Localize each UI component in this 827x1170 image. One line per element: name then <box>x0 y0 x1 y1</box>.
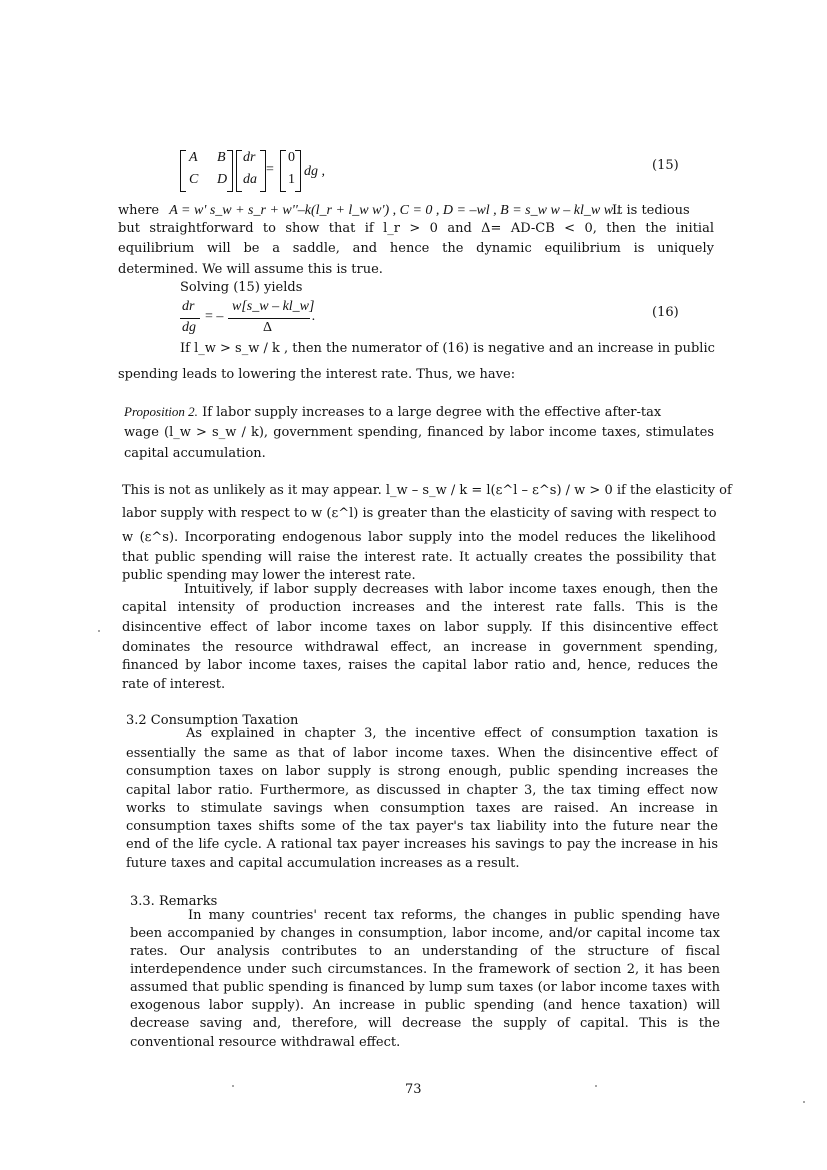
p3-line-2: labor supply with respect to w (ε^l) is greater than the elasticity of saving with respect to <box>122 506 717 521</box>
where-expression: A = w' s_w + s_r + w''–k(l_r + l_w w') , C = 0 , D = –wl , B = s_w w – kl_w w . <box>169 203 621 218</box>
sec32-line-3: consumption taxes on labor supply is strong enough, public spending increases the <box>126 764 718 779</box>
matrix-c: C <box>189 172 199 187</box>
eq16-rhs-den: Δ <box>263 320 273 335</box>
eq16-lhs-den: dg <box>182 320 196 335</box>
p3-line-3: w (ε^s). Incorporating endogenous labor supply into the model reduces the likelihood <box>122 530 716 545</box>
sec32-line-5: works to stimulate savings when consumption taxes are raised. An increase in <box>126 801 718 816</box>
equation-number-15: (15) <box>652 158 679 173</box>
matrix-b: B <box>217 150 226 165</box>
p3-line-4: that public spending will raise the interest rate. It actually creates the possibility that <box>122 550 716 565</box>
rhs-one: 1 <box>288 172 295 187</box>
eq16-lhs-num: dr <box>182 299 195 314</box>
sec33-line-8: conventional resource withdrawal effect. <box>130 1035 401 1050</box>
where-trail: It is tedious <box>612 203 690 218</box>
proposition-text-1: If labor supply increases to a large degree with the effective after-tax <box>202 405 662 420</box>
matrix-left-bracket <box>180 150 186 192</box>
rhs-zero: 0 <box>288 150 295 165</box>
sec32-line-1: As explained in chapter 3, the incentive effect of consumption taxation is <box>186 726 718 741</box>
p3-line-1: This is not as unlikely as it may appear. l_w – s_w / k = l(ε^l – ε^s) / w > 0 if the elasticity of <box>122 483 732 498</box>
p1-line-3: determined. We will assume this is true. <box>118 262 383 277</box>
eq16-rhs-bar <box>228 318 310 319</box>
p4-line-6: rate of interest. <box>122 677 226 692</box>
proposition-2-line-3: capital accumulation. <box>124 446 266 461</box>
eq16-lhs-bar <box>180 318 200 319</box>
where-line <box>118 203 620 219</box>
matrix-a: A <box>189 150 198 165</box>
sec33-line-2: been accompanied by changes in consumption, labor income, and/or capital income tax <box>130 926 720 941</box>
eq16-period: . <box>312 309 316 324</box>
p4-line-4: dominates the resource withdrawal effect, an increase in government spending, <box>122 640 718 655</box>
p4-line-1: Intuitively, if labor supply decreases with labor income taxes enough, then the <box>184 582 718 597</box>
eq16-rhs-num: w[s_w – kl_w] <box>232 299 315 314</box>
p3-line-5: public spending may lower the interest rate. <box>122 568 416 583</box>
sec32-line-6: consumption taxes shifts some of the tax payer's tax liability into the future near the <box>126 819 718 834</box>
vector-left-bracket <box>236 150 242 192</box>
p4-line-5: financed by labor income taxes, raises the capital labor ratio and, hence, reduces the <box>122 658 718 673</box>
scan-speck <box>803 1101 805 1103</box>
matrix-right-bracket <box>227 150 233 192</box>
p2-line-1: If l_w > s_w / k , then the numerator of (16) is negative and an increase in public <box>180 341 715 356</box>
sec33-line-5: assumed that public spending is financed by lump sum taxes (or labor income taxes with <box>130 980 720 995</box>
sec32-line-2: essentially the same as that of labor income taxes. When the disincentive effect of <box>126 746 718 761</box>
dg-term: dg , <box>304 164 325 179</box>
proposition-label: Proposition 2. <box>124 404 198 419</box>
proposition-2-line-2: wage (l_w > s_w / k), government spending, financed by labor income taxes, stimulates <box>124 425 714 440</box>
proposition-2-line-1 <box>124 404 714 421</box>
section-3-2-heading: 3.2 Consumption Taxation <box>126 713 299 728</box>
sec32-line-7: end of the life cycle. A rational tax payer increases his savings to pay the increase in his <box>126 837 718 852</box>
sec33-line-1: In many countries' recent tax reforms, the changes in public spending have <box>188 908 720 923</box>
scan-speck <box>595 1085 597 1087</box>
matrix-d: D <box>217 172 228 187</box>
section-3-3-heading: 3.3. Remarks <box>130 894 218 909</box>
rhs-left-bracket <box>280 150 286 192</box>
equals-sign: = <box>266 162 274 177</box>
rhs-right-bracket <box>295 150 301 192</box>
p1-line-1: but straightforward to show that if l_r > 0 and Δ= AD-CB < 0, then the initial <box>118 221 714 236</box>
sec33-line-7: decrease saving and, therefore, will decrease the supply of capital. This is the <box>130 1016 720 1031</box>
p4-line-3: disincentive effect of labor income taxes on labor supply. If this disincentive effect <box>122 620 718 635</box>
vector-da: da <box>243 172 257 187</box>
p1-line-2: equilibrium will be a saddle, and hence the dynamic equilibrium is uniquely <box>118 241 714 256</box>
p4-line-2: capital intensity of production increases and the interest rate falls. This is the <box>122 600 718 615</box>
p2-line-2: spending leads to lowering the interest rate. Thus, we have: <box>118 367 516 382</box>
equation-number-16: (16) <box>652 305 679 320</box>
solving-line: Solving (15) yields <box>180 280 303 295</box>
scan-speck <box>98 630 100 632</box>
sec32-line-8: future taxes and capital accumulation increases as a result. <box>126 856 520 871</box>
page-number: 73 <box>405 1082 422 1097</box>
scan-speck <box>232 1085 234 1087</box>
sec33-line-6: exogenous labor supply). An increase in public spending (and hence taxation) will <box>130 998 720 1013</box>
sec32-line-4: capital labor ratio. Furthermore, as discussed in chapter 3, the tax timing effect now <box>126 783 718 798</box>
sec33-line-3: rates. Our analysis contributes to an understanding of the structure of fiscal <box>130 944 720 959</box>
sec33-line-4: interdependence under such circumstances. In the framework of section 2, it has been <box>130 962 720 977</box>
eq16-equals: = – <box>205 309 224 324</box>
where-lead: where <box>118 203 160 218</box>
vector-dr: dr <box>243 150 256 165</box>
